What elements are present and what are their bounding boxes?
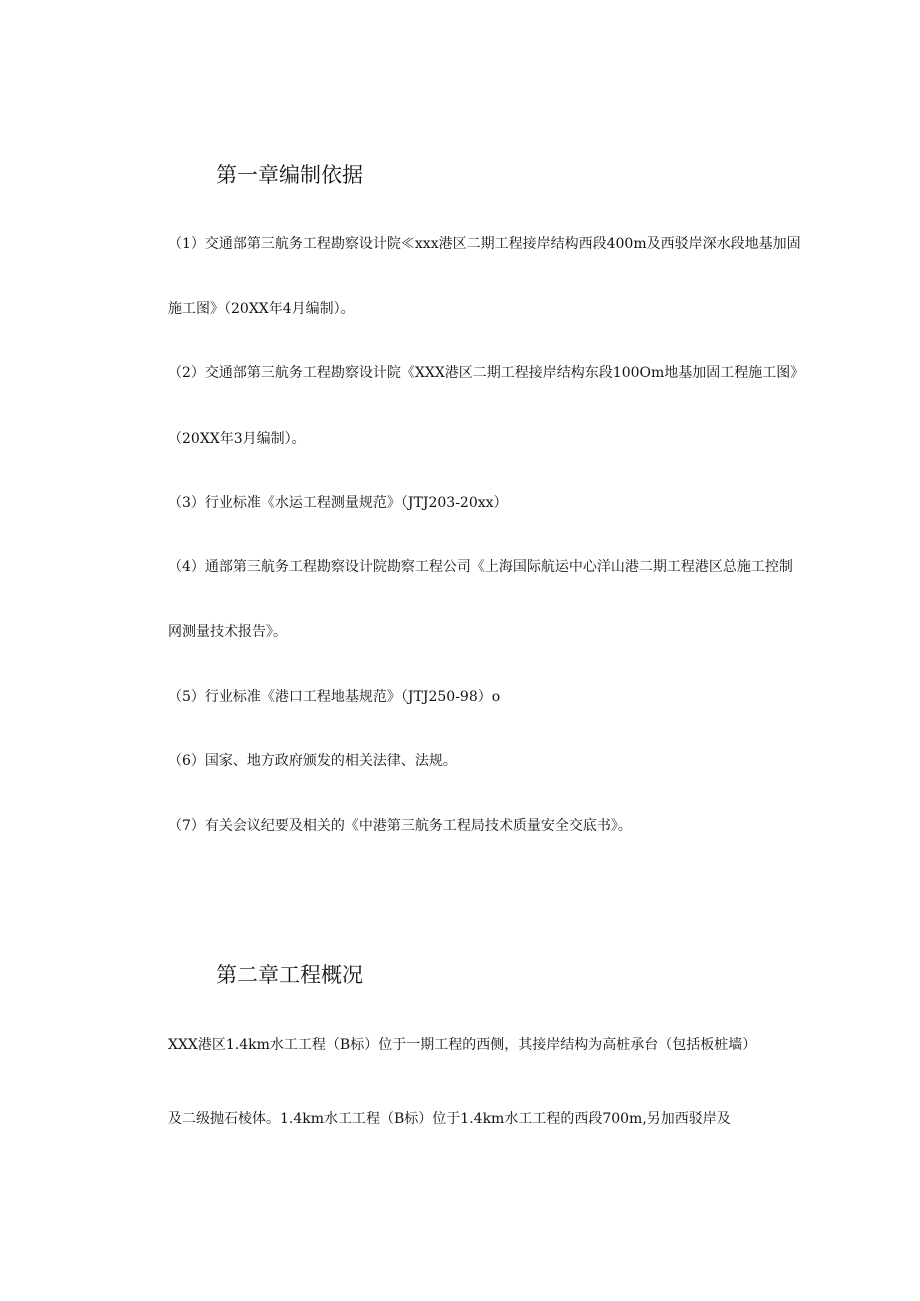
basis-item-7: （7）有关会议纪要及相关的《中港第三航务工程局技术质量安全交底书》。 (168, 818, 632, 834)
overview-line-1: XXX港区1.4km水工工程（B标）位于一期工程的西侧，其接岸结构为高桩承台（包括板桩墙） (168, 1037, 757, 1053)
chapter-1-title: 第一章编制依据 (216, 163, 363, 187)
basis-item-2-line-1: （2）交通部第三航务工程勘察设计院《XXX港区二期工程接岸结构东段100Om地基加固工程施工图》 (168, 365, 805, 381)
basis-item-1-line-1: （1）交通部第三航务工程勘察设计院≪xxx港区二期工程接岸结构西段400m及西驳岸深水段地基加固 (168, 236, 801, 252)
basis-item-4-line-2: 网测量技术报告》。 (168, 624, 287, 640)
basis-item-4-line-1: （4）通部第三航务工程勘察设计院勘察工程公司《上海国际航运中心洋山港二期工程港区总施工控制 (168, 559, 793, 575)
basis-item-5: （5）行业标准《港口工程地基规范》（JTJ250-98）o (168, 689, 501, 705)
chapter-2-title: 第二章工程概况 (216, 963, 363, 987)
basis-item-1-line-2: 施工图》（20XX年4月编制）。 (168, 301, 355, 317)
basis-item-3: （3）行业标准《水运工程测量规范》（JTJ203-20xx） (168, 495, 508, 511)
overview-line-2: 及二级抛石棱体。1.4km水工工程（B标）位于1.4km水工工程的西段700m,另加西驳岸及 (168, 1111, 731, 1127)
basis-item-6: （6）国家、地方政府颁发的相关法律、法规。 (168, 753, 457, 769)
basis-item-2-line-2: （20XX年3月编制）。 (168, 431, 306, 447)
